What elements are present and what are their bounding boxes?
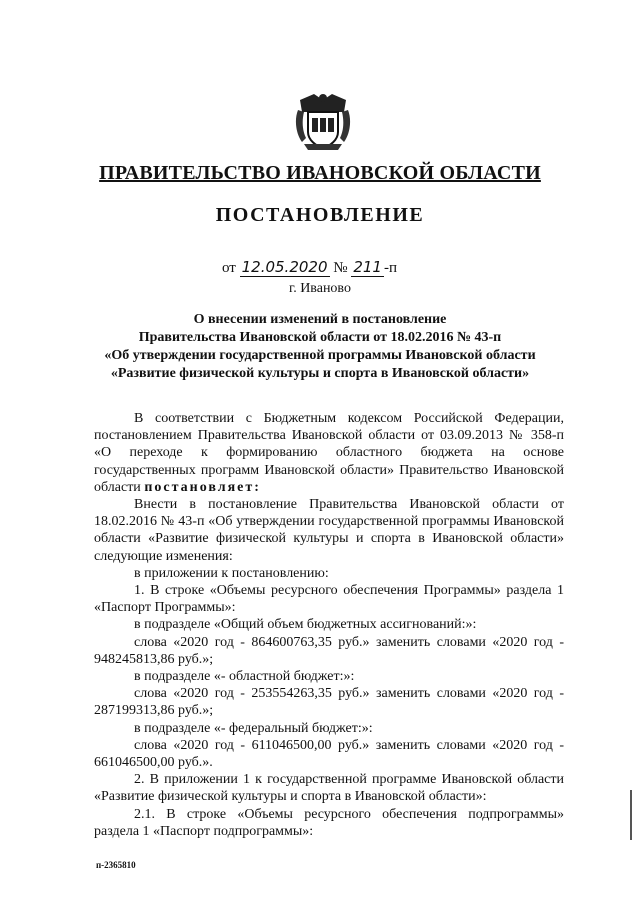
paragraph-preamble bbox=[94, 410, 564, 496]
city: г. Иваново bbox=[289, 281, 351, 296]
paragraph: в приложении к постановлению: bbox=[134, 565, 329, 581]
subject-line: Правительства Ивановской области от 18.02.2016 № 43-п bbox=[138, 330, 502, 345]
document-body bbox=[94, 410, 564, 840]
paragraph: слова «2020 год - 864600763,35 руб.» заменить словами «2020 год - 948245813,86 руб.»; bbox=[94, 634, 564, 667]
number-suffix: -п bbox=[383, 260, 397, 276]
preamble-text: В соответствии с Бюджетным кодексом Российской Федерации, постановлением Правительства Ивановской области от 03.09.2013 № 358-п «О переходе к формированию областного бюджета на основе государственных программ Ивановской области» Правительство Ивановской области bbox=[94, 411, 564, 495]
subject-line: «Развитие физической культуры и спорта в Ивановской области» bbox=[110, 366, 530, 381]
subject-line: «Об утверждении государственной программы Ивановской области bbox=[104, 348, 536, 363]
document-number: 211 bbox=[353, 258, 382, 276]
date-number-line bbox=[222, 258, 397, 277]
subject-line: О внесении изменений в постановление bbox=[193, 312, 447, 327]
paragraph: в подразделе «- федеральный бюджет:»: bbox=[134, 720, 373, 736]
paragraph: 1. В строке «Объемы ресурсного обеспечения Программы» раздела 1 «Паспорт Программы»: bbox=[94, 583, 564, 616]
decree-verb: постановляет: bbox=[144, 479, 261, 495]
footer-code: п-2365810 bbox=[96, 860, 136, 870]
paragraph: Внести в постановление Правительства Ивановской области от 18.02.2016 № 43-п «Об утверждении государственной программы Ивановской области «Развитие физической культуры и спорта в Ивановской области» следующие изменения: bbox=[94, 497, 564, 564]
document-date: 12.05.2020 bbox=[241, 258, 328, 276]
paragraph: 2. В приложении 1 к государственной программе Ивановской области «Развитие физической культуры и спорта в Ивановской области»: bbox=[94, 772, 564, 805]
paragraph: слова «2020 год - 253554263,35 руб.» заменить словами «2020 год - 287199313,86 руб.»; bbox=[94, 686, 564, 719]
paragraph: слова «2020 год - 611046500,00 руб.» заменить словами «2020 год - 661046500,00 руб.». bbox=[94, 737, 564, 771]
document-subject bbox=[80, 311, 560, 383]
government-title: ПРАВИТЕЛЬСТВО ИВАНОВСКОЙ ОБЛАСТИ bbox=[99, 162, 541, 184]
document-type: ПОСТАНОВЛЕНИЕ bbox=[215, 204, 425, 226]
date-prefix: от bbox=[222, 260, 236, 276]
paragraph: в подразделе «- областной бюджет:»: bbox=[134, 669, 355, 685]
margin-mark bbox=[630, 790, 638, 840]
paragraph: 2.1. В строке «Объемы ресурсного обеспечения подпрограммы» раздела 1 «Паспорт подпрограммы»: bbox=[94, 806, 564, 839]
number-prefix: № bbox=[333, 260, 348, 276]
coat-of-arms-emblem bbox=[292, 90, 354, 152]
paragraph: в подразделе «Общий объем бюджетных ассигнований:»: bbox=[134, 617, 477, 633]
